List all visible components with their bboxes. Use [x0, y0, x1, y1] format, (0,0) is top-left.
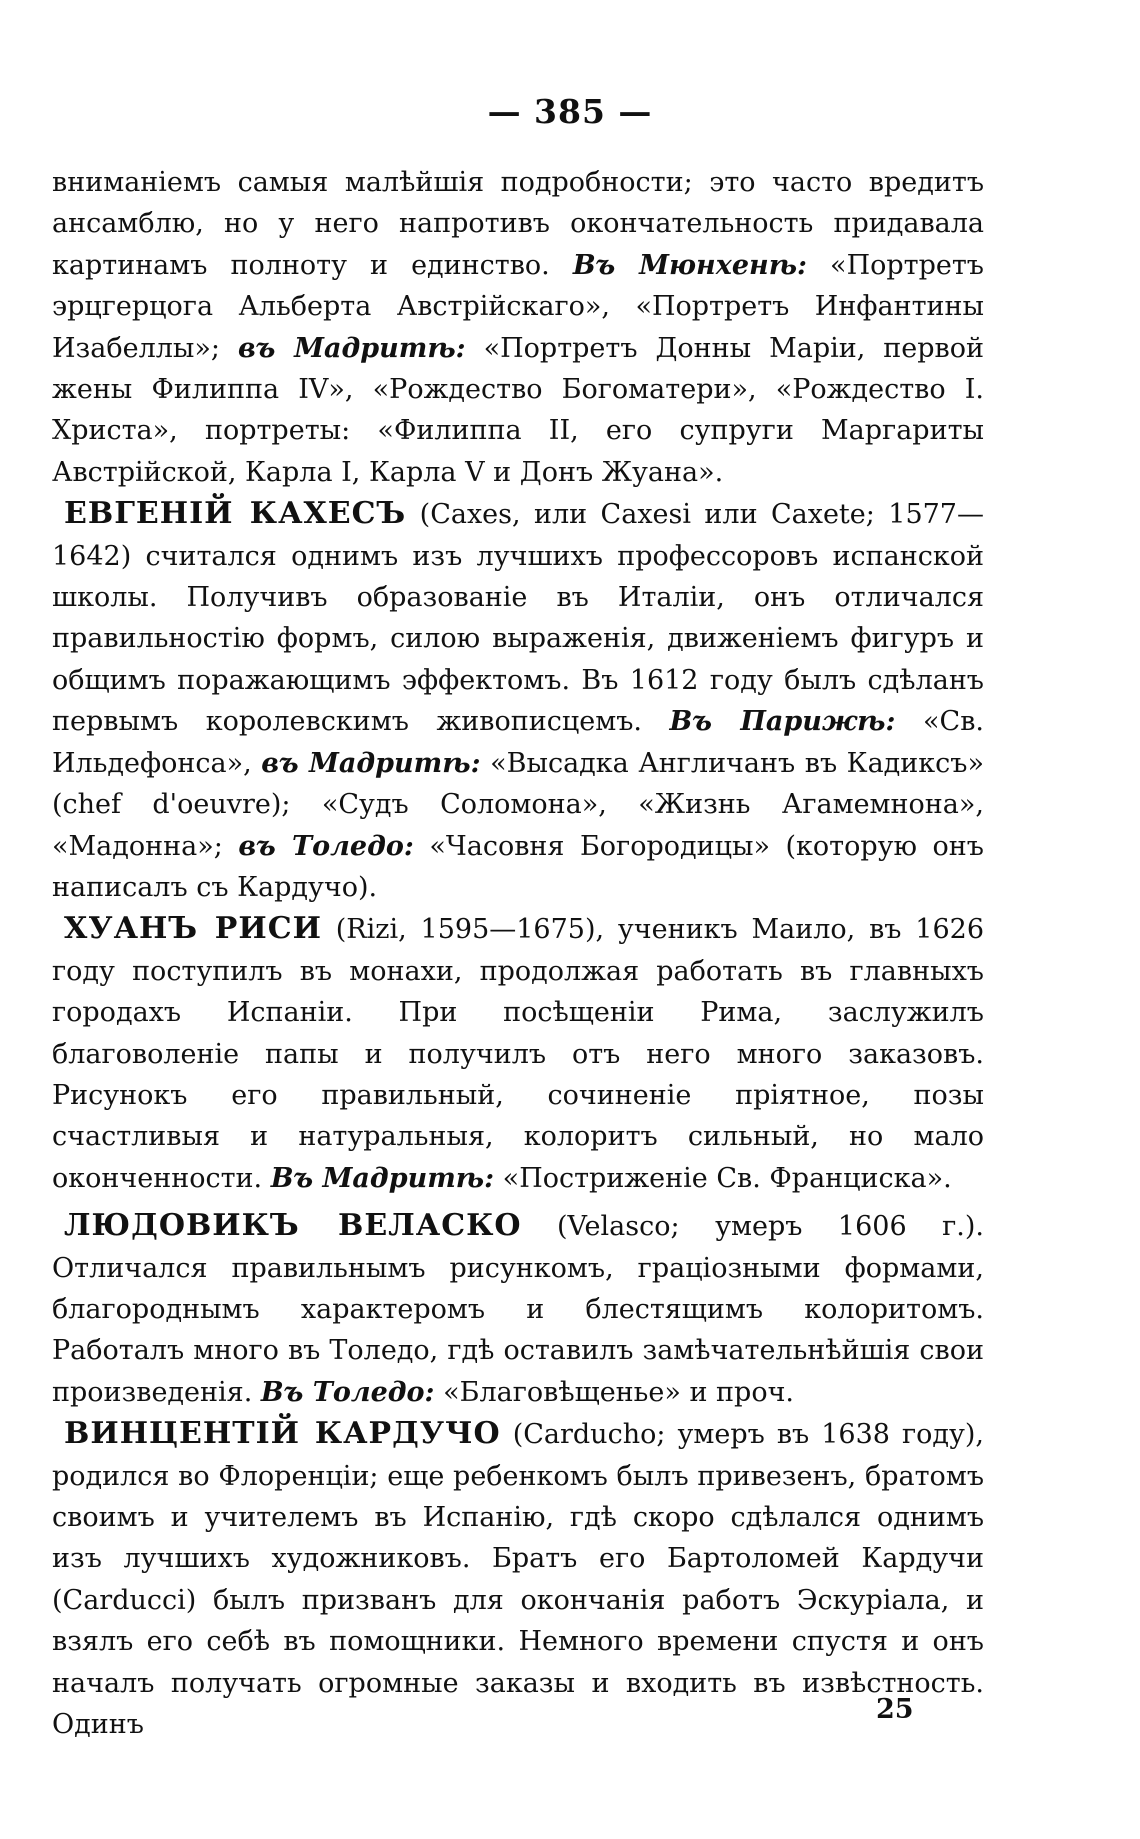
- paragraph-text: (Rizi, 1595—1675), ученикъ Маило, въ 1626 году поступилъ въ монахи, продолжая работать въ главныхъ городахъ Испаніи. При посѣщеніи Рима, заслужилъ благоволеніе папы и получилъ отъ него много заказовъ. Рисунокъ его правильный, сочиненіе пріятное, позы счастливыя и натуральныя, колоритъ сильный, но мало оконченности.: [52, 914, 984, 1194]
- artist-name: ЛЮДОВИКЪ ВЕЛАСКО: [64, 1208, 522, 1244]
- paragraph-text: «Высадка Англичанъ въ Кадиксъ» (chef d'oeuvre); «Судъ Соломона», «Жизнь Агамемнона», «Мадонна»;: [52, 747, 984, 862]
- location-label: въ Мадритѣ:: [261, 747, 481, 779]
- location-label: въ Толедо:: [238, 830, 414, 862]
- artist-name: ХУАНЪ РИСИ: [64, 911, 322, 947]
- paragraph-text: «Благовѣщенье» и проч.: [434, 1376, 795, 1408]
- signature-mark: 25: [876, 1694, 914, 1725]
- paragraph-text: «Св. Ильдефонса»,: [52, 706, 984, 779]
- location-label: Въ Мюнхенѣ:: [572, 249, 808, 281]
- paragraph-text: вниманіемъ самыя малѣйшія подробности; это часто вредитъ ансамблю, но у него напротивъ окончательность придавала картинамъ полноту и единство.: [52, 167, 984, 281]
- paragraph-text: «Портретъ эрцгерцога Альберта Австрійскаго», «Портретъ Инфантины Изабеллы»;: [52, 249, 984, 364]
- paragraph-text: «Портретъ Донны Маріи, первой жены Филиппа IV», «Рождество Богоматери», «Рождество І. Христа», портреты: «Филиппа II, его супруги Маргариты Австрійской, Карла I, Карла V и Донъ Жуана».: [52, 332, 984, 488]
- paragraph-velasco: [52, 1205, 984, 1413]
- page-number: — 385 —: [487, 92, 653, 131]
- paragraph-caxes: [52, 493, 984, 908]
- artist-name: ВИНЦЕНТІЙ КАРДУЧО: [64, 1416, 501, 1452]
- location-label: Въ Мадритѣ:: [270, 1162, 495, 1194]
- paragraph-1: [52, 162, 984, 493]
- location-label: Въ Парижѣ:: [669, 706, 896, 738]
- paragraph-text: (Velasco; умеръ 1606 г.). Отличался правильнымъ рисункомъ, граціозными формами, благороднымъ характеромъ и блестящимъ колоритомъ. Работалъ много въ Толедо, гдѣ оставилъ замѣчательнѣйшія свои произведенія.: [52, 1211, 984, 1408]
- paragraph-text: (Carducho; умеръ въ 1638 году), родился во Флоренціи; еще ребенкомъ былъ привезенъ, братомъ своимъ и учителемъ въ Испанію, гдѣ скоро сдѣлался однимъ изъ лучшихъ художниковъ. Братъ его Бартоломей Кардучи (Carducci) былъ призванъ для окончанія работъ Эскуріала, и взялъ его себѣ въ помощники. Немного времени спустя и онъ началъ получать огромные заказы и входить въ извѣстность. Одинъ: [52, 1419, 984, 1741]
- location-label: Въ Толедо:: [260, 1376, 435, 1408]
- paragraph-text: (Caxes, или Caxesi или Caxete; 1577—1642) считался однимъ изъ лучшихъ профессоровъ испанской школы. Получивъ образованіе въ Италіи, онъ отличался правильностію формъ, силою выраженія, движеніемъ фигуръ и общимъ поражающимъ эффектомъ. Въ 1612 году былъ сдѣланъ первымъ королевскимъ живописцемъ.: [52, 499, 984, 738]
- paragraph-text: «Часовня Богородицы» (которую онъ написалъ съ Кардучо).: [52, 830, 984, 903]
- paragraph-rizi: [52, 908, 984, 1199]
- location-label: въ Мадритѣ:: [237, 332, 466, 364]
- artist-name: ЕВГЕНІЙ КАХЕСЪ: [64, 496, 407, 532]
- paragraph-text: «Постриженіе Св. Франциска».: [494, 1162, 952, 1194]
- page-body: [52, 162, 984, 1745]
- paragraph-carducho: [52, 1413, 984, 1745]
